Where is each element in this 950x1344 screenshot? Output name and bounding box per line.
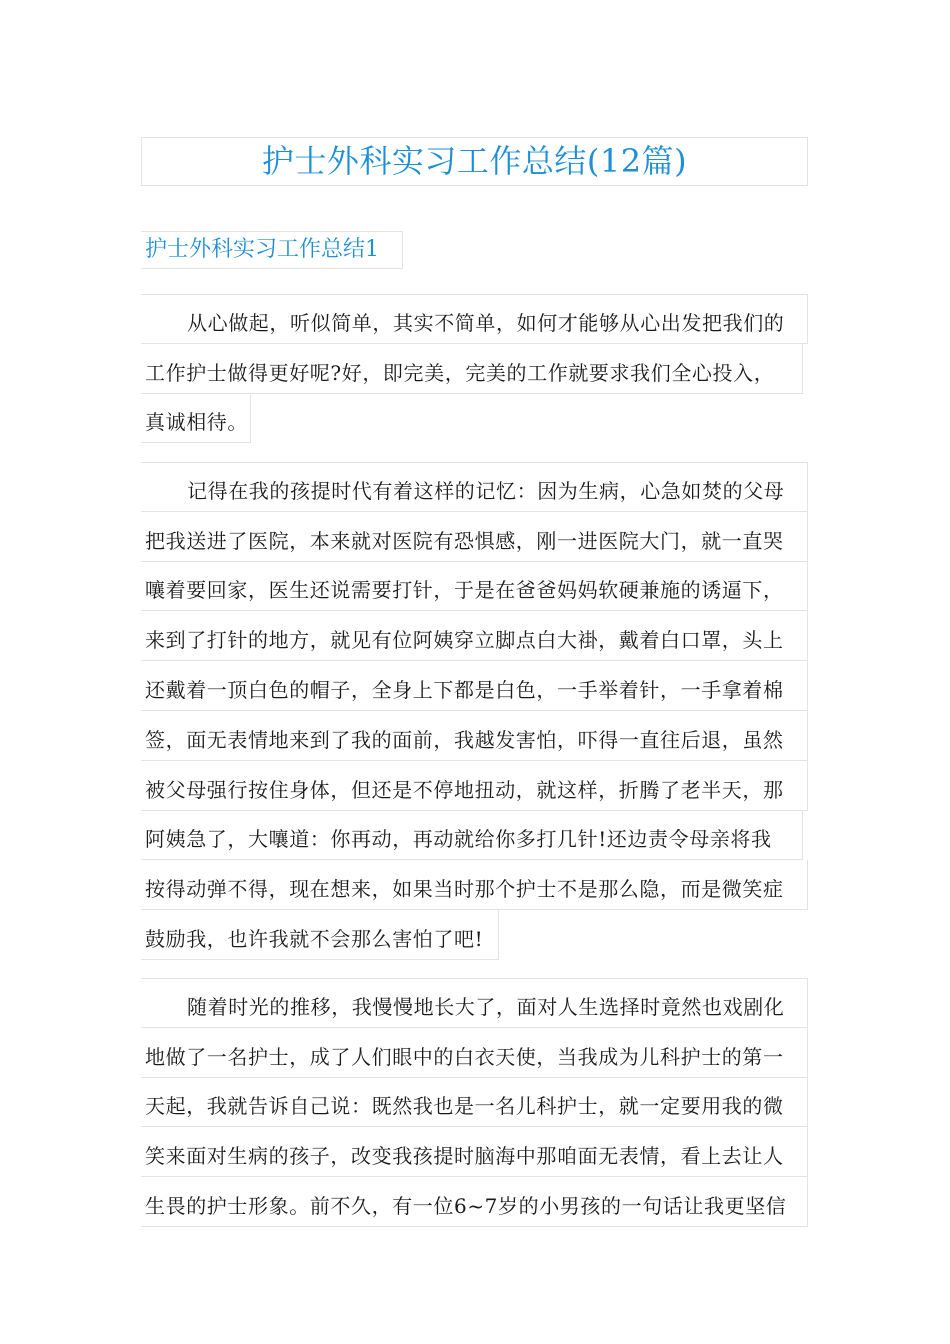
title-box — [141, 137, 808, 186]
document-title: 护士外科实习工作总结(12篇) — [261, 142, 688, 180]
text-line: 地做了一名护士，成了人们眼中的白衣天使，当我成为儿科护士的第一 — [141, 1028, 808, 1078]
text-line: 还戴着一顶白色的帽子，全身上下都是白色，一手举着针，一手拿着棉 — [141, 661, 808, 711]
section-heading: 护士外科实习工作总结1 — [145, 237, 379, 262]
text-line: 嚷着要回家，医生还说需要打针，于是在爸爸妈妈软硬兼施的诱逼下， — [141, 562, 808, 612]
text-line: 工作护士做得更好呢?好，即完美，完美的工作就要求我们全心投入， — [141, 344, 803, 394]
text-line: 生畏的护士形象。前不久，有一位6~7岁的小男孩的一句话让我更坚信 — [141, 1177, 808, 1227]
paragraph-2 — [141, 462, 808, 960]
text-line: 真诚相待。 — [141, 394, 251, 444]
text-line: 签，面无表情地来到了我的面前，我越发害怕，吓得一直往后退，虽然 — [141, 711, 808, 761]
text-line: 来到了打针的地方，就见有位阿姨穿立脚点白大褂，戴着白口罩，头上 — [141, 611, 808, 661]
text-line: 鼓励我，也许我就不会那么害怕了吧! — [141, 910, 499, 960]
text-line: 天起，我就告诉自己说：既然我也是一名儿科护士，就一定要用我的微 — [141, 1078, 808, 1128]
text-line: 记得在我的孩提时代有着这样的记忆：因为生病，心急如焚的父母 — [141, 462, 808, 512]
paragraph-1 — [141, 294, 808, 443]
paragraph-3 — [141, 978, 808, 1227]
text-line: 阿姨急了，大嚷道：你再动，再动就给你多打几针!还边责令母亲将我 — [141, 811, 803, 861]
text-line: 按得动弹不得，现在想来，如果当时那个护士不是那么隐，而是微笑症 — [141, 860, 808, 910]
text-line: 从心做起，听似简单，其实不简单，如何才能够从心出发把我们的 — [141, 294, 808, 344]
section-heading-box — [141, 231, 403, 269]
text-line: 随着时光的推移，我慢慢地长大了，面对人生选择时竟然也戏剧化 — [141, 978, 808, 1028]
text-line: 把我送进了医院，本来就对医院有恐惧感，刚一进医院大门，就一直哭 — [141, 512, 808, 562]
text-line: 笑来面对生病的孩子，改变我孩提时脑海中那咱面无表情，看上去让人 — [141, 1127, 808, 1177]
text-line: 被父母强行按住身体，但还是不停地扭动，就这样，折腾了老半天，那 — [141, 761, 808, 811]
